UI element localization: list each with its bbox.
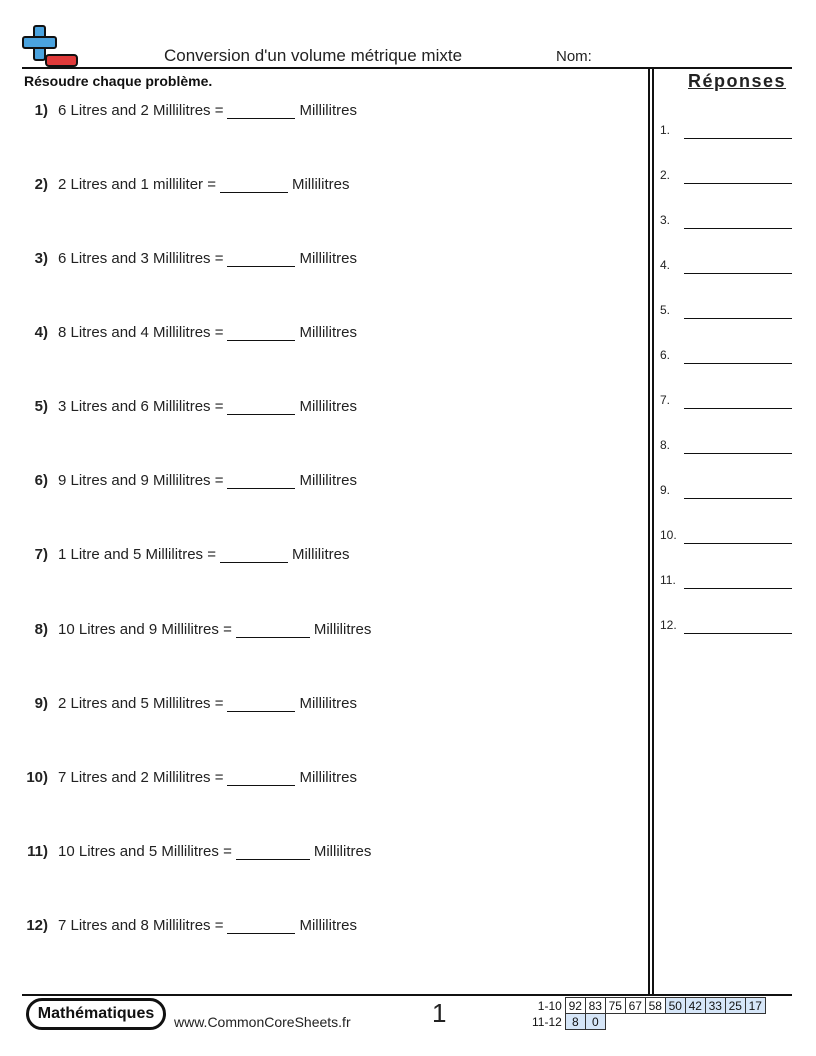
- problem-6: 6) 9 Litres and 9 Millilitres = Millilitres: [34, 472, 357, 489]
- answer-blank[interactable]: [227, 698, 295, 712]
- answer-label: 2.: [660, 168, 671, 182]
- answer-label: 8.: [660, 438, 671, 452]
- answer-label: 5.: [660, 303, 671, 317]
- problem-1: 1) 6 Litres and 2 Millilitres = Millilitres: [34, 102, 357, 119]
- footer-divider: [22, 994, 792, 996]
- problem-2: 2) 2 Litres and 1 milliliter = Millilitres: [34, 176, 350, 193]
- problem-3: 3) 6 Litres and 3 Millilitres = Millilitres: [34, 250, 357, 267]
- score-cell: 67: [625, 998, 645, 1014]
- score-row: [530, 998, 765, 1014]
- score-cell: 0: [585, 1014, 605, 1030]
- answer-line[interactable]: [684, 498, 792, 499]
- score-row: [530, 1014, 765, 1030]
- answer-blank[interactable]: [227, 772, 295, 786]
- score-table: [530, 997, 766, 1030]
- answer-label: 12.: [660, 618, 677, 632]
- answer-blank[interactable]: [227, 105, 295, 119]
- problem-8: 8) 10 Litres and 9 Millilitres = Millilitres: [34, 621, 372, 638]
- answer-blank[interactable]: [227, 327, 295, 341]
- problem-5: 5) 3 Litres and 6 Millilitres = Millilitres: [34, 398, 357, 415]
- answer-blank[interactable]: [227, 401, 295, 415]
- answer-line[interactable]: [684, 183, 792, 184]
- problem-11: 11) 10 Litres and 5 Millilitres = Millilitres: [27, 843, 372, 860]
- instructions: Résoudre chaque problème.: [24, 73, 213, 89]
- name-label: Nom:: [556, 48, 592, 65]
- answer-label: 7.: [660, 393, 671, 407]
- subject-badge: Mathématiques: [26, 998, 166, 1030]
- column-divider: [652, 67, 654, 995]
- answer-line[interactable]: [684, 228, 792, 229]
- answer-label: 4.: [660, 258, 671, 272]
- answer-blank[interactable]: [227, 920, 295, 934]
- score-cell: 25: [725, 998, 745, 1014]
- header-divider: [22, 67, 792, 69]
- score-cell: 33: [705, 998, 725, 1014]
- answer-line[interactable]: [684, 363, 792, 364]
- answer-blank[interactable]: [236, 624, 310, 638]
- answer-label: 10.: [660, 528, 677, 542]
- answer-blank[interactable]: [220, 179, 288, 193]
- answer-blank[interactable]: [227, 253, 295, 267]
- answer-line[interactable]: [684, 633, 792, 634]
- answer-label: 1.: [660, 123, 671, 137]
- column-divider: [648, 67, 650, 995]
- answer-label: 6.: [660, 348, 671, 362]
- score-row-label: 11-12: [532, 1014, 562, 1029]
- site-url: www.CommonCoreSheets.fr: [174, 1014, 351, 1030]
- worksheet-title: Conversion d'un volume métrique mixte: [164, 46, 463, 65]
- score-cell: 42: [685, 998, 705, 1014]
- problem-9: 9) 2 Litres and 5 Millilitres = Millilitres: [34, 695, 357, 712]
- problem-10: 10) 7 Litres and 2 Millilitres = Millilitres: [26, 769, 357, 786]
- problem-7: 7) 1 Litre and 5 Millilitres = Millilitres: [34, 546, 350, 563]
- score-cell: 83: [585, 998, 605, 1014]
- answer-label: 9.: [660, 483, 671, 497]
- answer-label: 11.: [660, 573, 676, 587]
- score-cell: 50: [665, 998, 685, 1014]
- answer-line[interactable]: [684, 408, 792, 409]
- answer-line[interactable]: [684, 138, 792, 139]
- answer-line[interactable]: [684, 453, 792, 454]
- score-cell: 8: [565, 1014, 585, 1030]
- answer-blank[interactable]: [227, 475, 295, 489]
- answer-label: 3.: [660, 213, 671, 227]
- answer-line[interactable]: [684, 273, 792, 274]
- answer-blank[interactable]: [236, 846, 310, 860]
- answer-line[interactable]: [684, 318, 792, 319]
- page-number: 1: [432, 998, 447, 1028]
- score-row-label: 1-10: [537, 998, 562, 1013]
- score-cell: 17: [745, 998, 765, 1014]
- answer-line[interactable]: [684, 588, 792, 589]
- answer-blank[interactable]: [220, 549, 288, 563]
- plus-minus-logo-icon: [22, 24, 78, 68]
- answers-heading: Réponses: [688, 71, 787, 91]
- score-cell: 75: [605, 998, 625, 1014]
- problem-12: 12) 7 Litres and 8 Millilitres = Millilitres: [26, 917, 357, 934]
- score-cell: 58: [645, 998, 665, 1014]
- problem-4: 4) 8 Litres and 4 Millilitres = Millilitres: [34, 324, 357, 341]
- score-cell: 92: [565, 998, 585, 1014]
- answer-line[interactable]: [684, 543, 792, 544]
